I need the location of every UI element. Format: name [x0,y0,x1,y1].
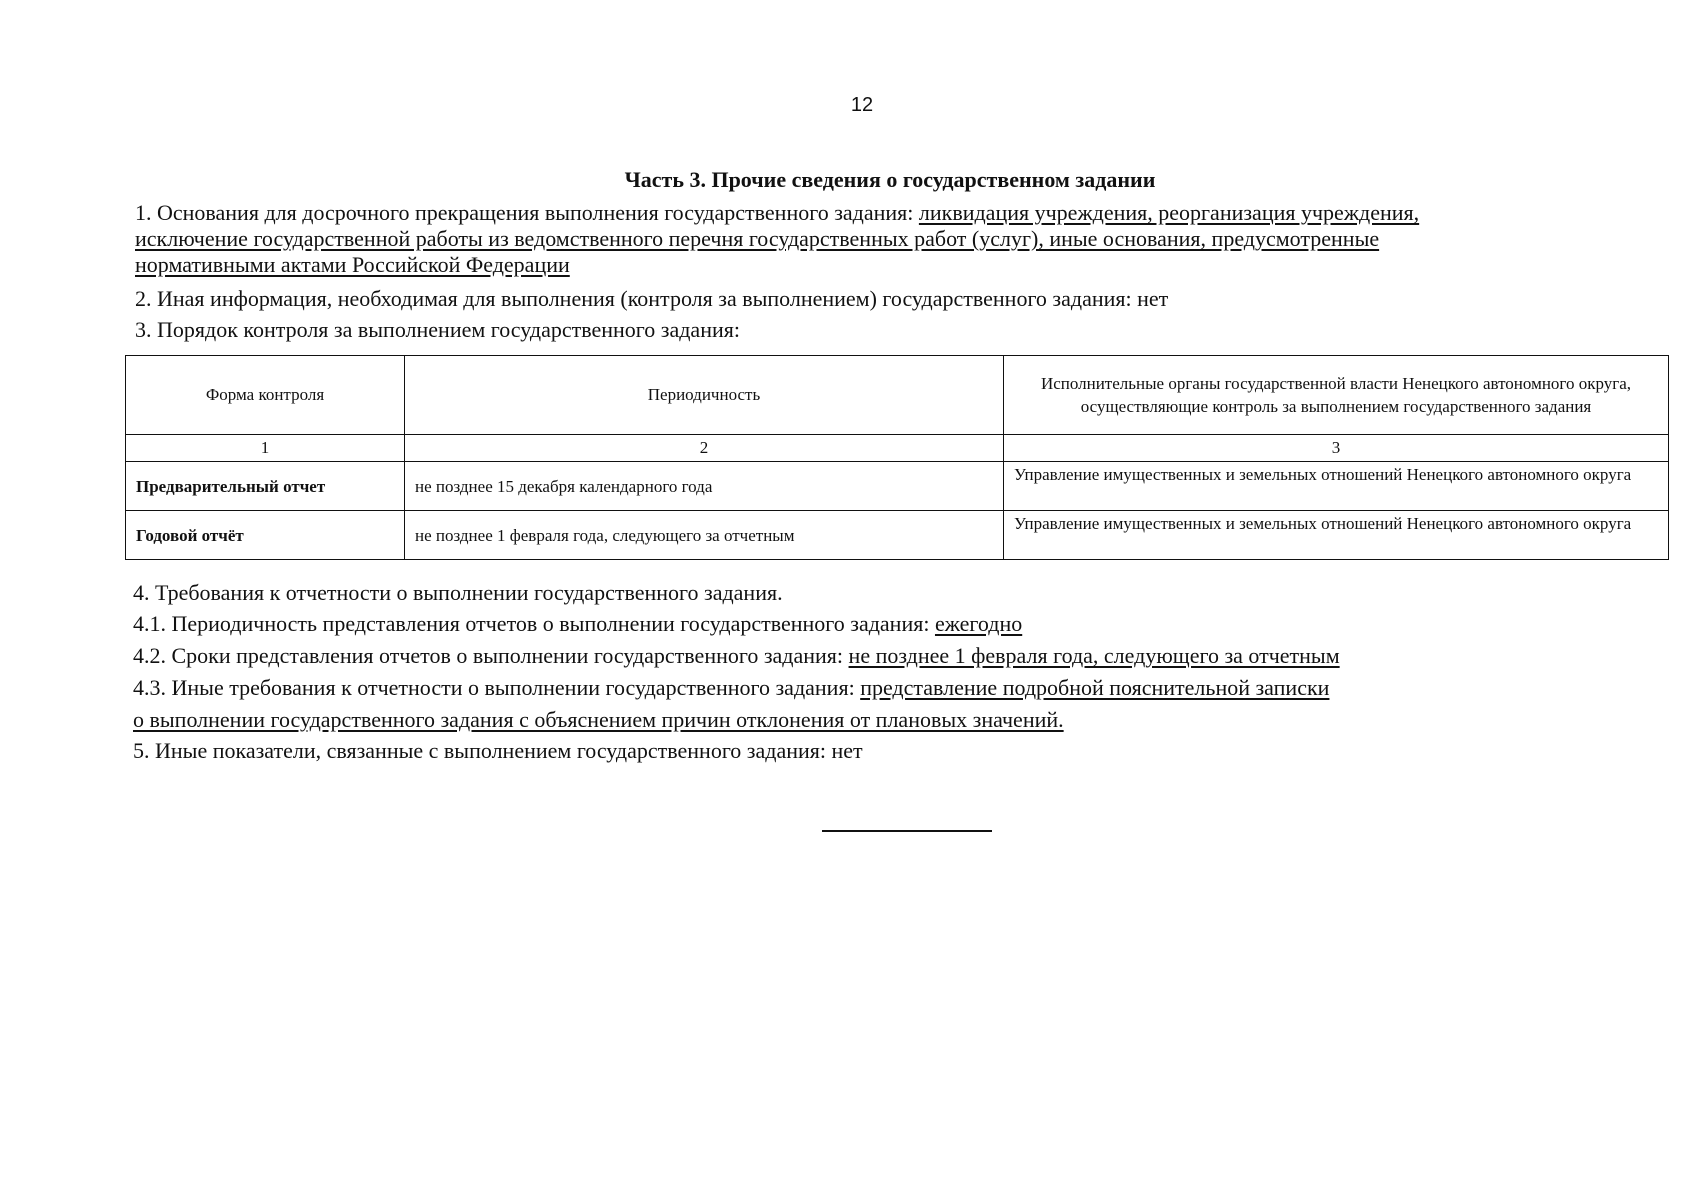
part-title: Часть 3. Прочие сведения о государственном задании [624,167,1156,192]
item-3 [135,317,1565,343]
item-4-3-value-part-2: о выполнении государственного задания с объяснением причин отклонения от плановых значений. [133,707,1064,732]
control-table [125,355,1669,560]
item-1-line-1 [135,200,1565,226]
page-number: 12 [850,94,874,116]
column-number-1: 1 [126,435,405,462]
row-2-form: Годовой отчёт [126,511,405,560]
item-5-value: нет [831,738,863,763]
table-row [126,511,1669,560]
item-2-value: нет [1137,286,1169,311]
item-4-2 [133,643,1563,669]
item-4-label: 4. Требования к отчетности о выполнении государственного задания. [133,580,783,605]
item-2-label: 2. Иная информация, необходимая для выполнения (контроля за выполнением) государственного задания: [135,286,1132,311]
item-1-line-2 [135,226,1565,252]
column-number-2: 2 [405,435,1004,462]
item-4 [133,580,1563,606]
item-1-line-3 [135,252,1565,278]
item-4-2-value: не позднее 1 февраля года, следующего за отчетным [848,643,1340,668]
item-5 [133,738,1563,764]
item-1-label: 1. Основания для досрочного прекращения выполнения государственного задания: [135,200,914,225]
item-4-1-value: ежегодно [934,611,1023,636]
table-header-row [126,356,1669,435]
header-periodicity: Периодичность [405,356,1004,435]
end-of-document-line [822,830,992,832]
item-5-label: 5. Иные показатели, связанные с выполнением государственного задания: [133,738,826,763]
item-4-1-label: 4.1. Периодичность представления отчетов о выполнении государственного задания: [133,611,930,636]
item-4-3-line-2 [133,707,1563,733]
item-1-value-part-2: исключение государственной работы из ведомственного перечня государственных работ (услуг), иные основания, предусмотренные [135,226,1380,251]
row-1-form: Предварительный отчет [126,462,405,511]
item-4-3-label: 4.3. Иные требования к отчетности о выполнении государственного задания: [133,675,855,700]
row-2-periodicity: не позднее 1 февраля года, следующего за отчетным [405,511,1004,560]
header-control-form: Форма контроля [126,356,405,435]
column-number-3: 3 [1004,435,1669,462]
row-1-authority: Управление имущественных и земельных отношений Ненецкого автономного округа [1004,462,1669,511]
header-authorities: Исполнительные органы государственной власти Ненецкого автономного округа, осуществляющие контроль за выполнением государственного задания [1004,356,1669,435]
item-3-label: 3. Порядок контроля за выполнением государственного задания: [135,317,740,342]
table-row [126,462,1669,511]
item-1-value-part-3: нормативными актами Российской Федерации [135,252,570,277]
item-2 [135,286,1565,312]
table-column-number-row [126,435,1669,462]
item-4-1 [133,611,1563,637]
row-2-authority: Управление имущественных и земельных отношений Ненецкого автономного округа [1004,511,1669,560]
item-1-value-part-1: ликвидация учреждения, реорганизация учреждения, [918,200,1420,225]
item-4-3-value-part-1: представление подробной пояснительной записки [860,675,1330,700]
item-4-3-line-1 [133,675,1563,701]
item-4-2-label: 4.2. Сроки представления отчетов о выполнении государственного задания: [133,643,844,668]
row-1-periodicity: не позднее 15 декабря календарного года [405,462,1004,511]
